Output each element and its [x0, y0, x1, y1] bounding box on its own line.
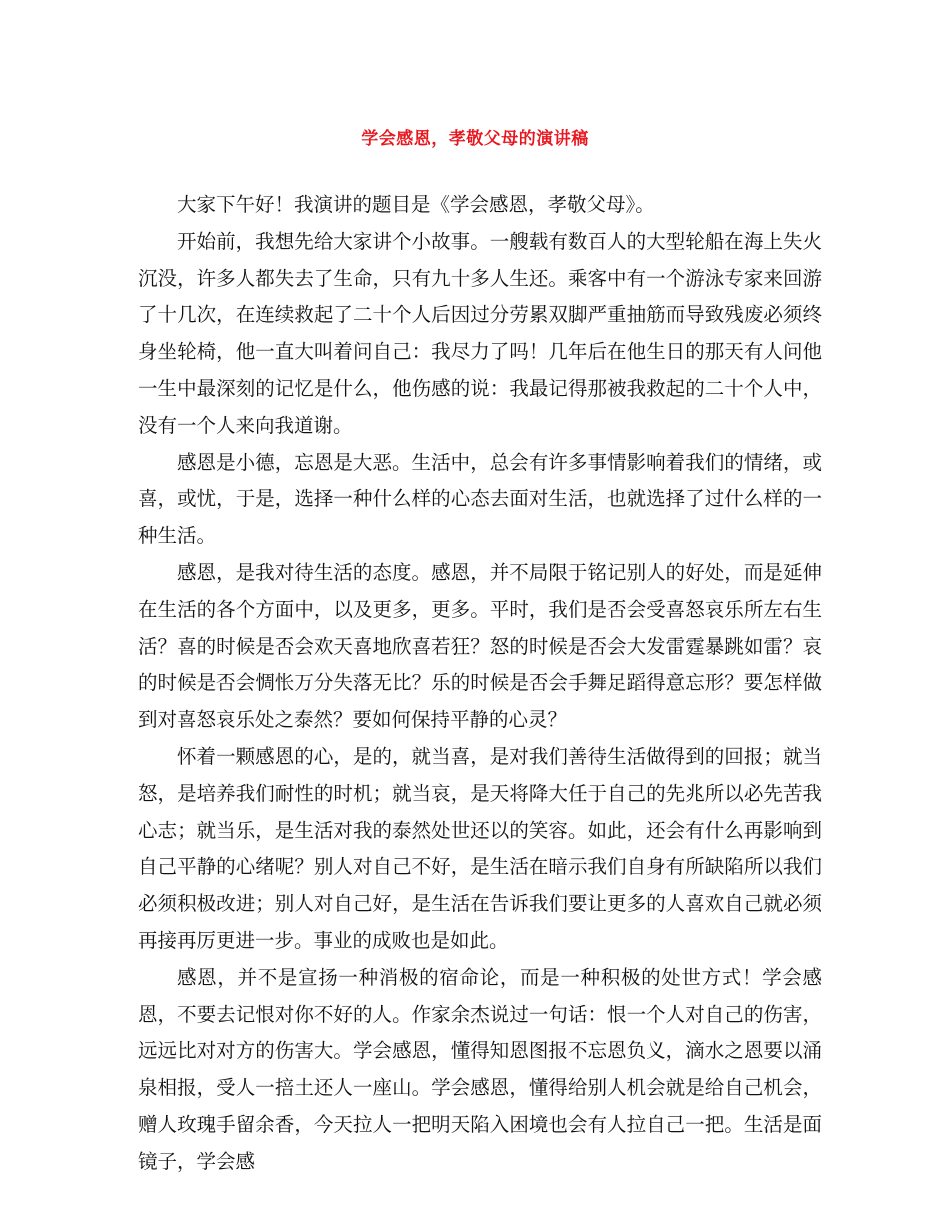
paragraph-attitude: 感恩，是我对待生活的态度。感恩，并不局限于铭记别人的好处，而是延伸在生活的各个方面中，以及更多，更多。平时，我们是否会受喜怒哀乐所左右生活？喜的时候是否会欢天喜地欣喜若狂？怒的时候是否会大发雷霆暴跳如雷？哀的时候是否会惆怅万分失落无比？乐的时候是否会手舞足蹈得意忘形？要怎样做到对喜怒哀乐处之泰然？要如何保持平静的心灵？: [138, 560, 822, 732]
paragraph-story: 开始前，我想先给大家讲个小故事。一艘载有数百人的大型轮船在海上失火沉没，许多人都失去了生命，只有九十多人生还。乘客中有一个游泳专家来回游了十几次，在连续救起了二十个人后因过分劳累双脚严重抽筋而导致残废必须终身坐轮椅，他一直大叫着问自己：我尽力了吗！几年后在他生日的那天有人问他一生中最深刻的记忆是什么，他伤感的说：我最记得那被我救起的二十个人中，没有一个人来向我道谢。: [138, 229, 822, 437]
paragraph-gratitude-virtue: 感恩是小德，忘恩是大恶。生活中，总会有许多事情影响着我们的情绪，或喜，或忧，于是，选择一种什么样的心态去面对生活，也就选择了过什么样的一种生活。: [138, 450, 822, 548]
paragraph-grateful-heart: 怀着一颗感恩的心，是的，就当喜，是对我们善待生活做得到的回报；就当怒，是培养我们耐性的时机；就当哀，是天将降大任于自己的先兆所以必先苦我心志；就当乐，是生活对我的泰然处世还以的笑容。如此，还会有什么再影响到自己平静的心绪呢？别人对自己不好，是生活在暗示我们自身有所缺陷所以我们必须积极改进；别人对自己好，是生活在告诉我们要让更多的人喜欢自己就必须再接再厉更进一步。事业的成败也是如此。: [138, 744, 822, 952]
document-title: 学会感恩，孝敬父母的演讲稿: [361, 129, 589, 149]
paragraph-positive-outlook: 感恩，并不是宣扬一种消极的宿命论，而是一种积极的处世方式！学会感恩，不要去记恨对你不好的人。作家余杰说过一句话：恨一个人对自己的伤害，远远比对对方的伤害大。学会感恩，懂得知恩图报不忘恩负义，滴水之恩要以涌泉相报，受人一掊土还人一座山。学会感恩，懂得给别人机会就是给自己机会，赠人玫瑰手留余香，今天拉人一把明天陷入困境也会有人拉自己一把。生活是面镜子，学会感: [138, 965, 822, 1173]
paragraph-greeting: 大家下午好！我演讲的题目是《学会感恩，孝敬父母》。: [177, 193, 655, 216]
document-body: [138, 187, 822, 1181]
